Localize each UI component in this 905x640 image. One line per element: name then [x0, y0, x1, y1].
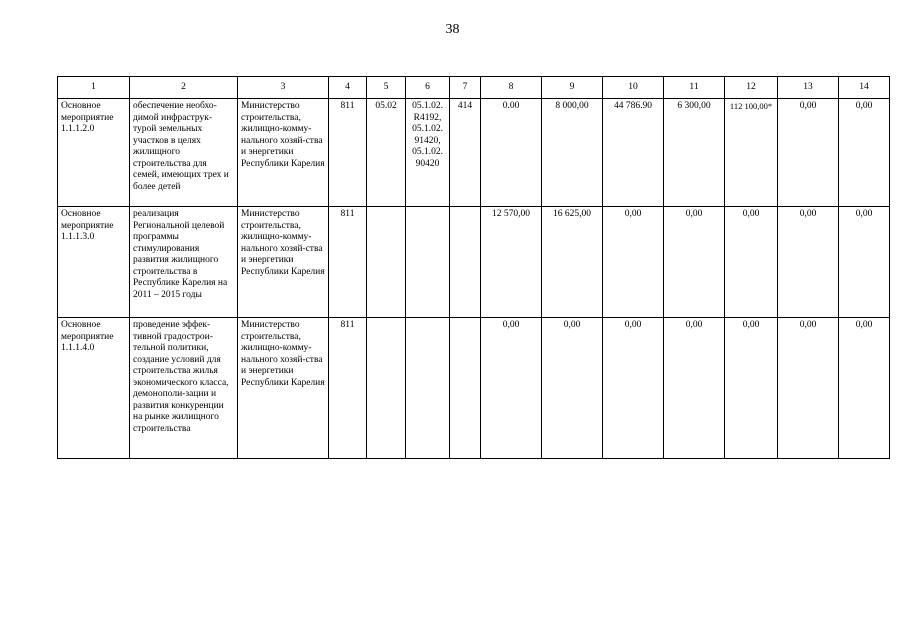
activity-description: проведение эффек-тивной градострои-тельной политики, создание условий для строительства жилья экономического класса, демонополи-зации и развития конкуренции на рынке жилищного строительства: [130, 318, 238, 459]
cell-col10: 0,00: [603, 318, 664, 459]
cell-col12: 112 100,00*: [725, 99, 778, 207]
responsible-body: Министерство строительства, жилищно-комму-нального хозяй-ства и энергетики Республики Карелия: [238, 207, 329, 318]
cell-col14: 0,00: [839, 99, 890, 207]
cell-col14: 0,00: [839, 207, 890, 318]
cell-col6: [406, 207, 450, 318]
activity-code: Основное мероприятие 1.1.1.3.0: [58, 207, 130, 318]
cell-col13: 0,00: [778, 207, 839, 318]
column-header: 12: [725, 77, 778, 99]
table-row: [58, 318, 890, 459]
activity-code: Основное мероприятие 1.1.1.2.0: [58, 99, 130, 207]
cell-col6: [406, 318, 450, 459]
column-header: 1: [58, 77, 130, 99]
cell-col8: 12 570,00: [481, 207, 542, 318]
cell-col5: [367, 318, 406, 459]
column-header: 10: [603, 77, 664, 99]
cell-col11: 0,00: [664, 318, 725, 459]
header-row: [58, 77, 890, 99]
cell-col5: [367, 207, 406, 318]
cell-col12: 0,00: [725, 318, 778, 459]
responsible-body: Министерство строительства, жилищно-комму-нального хозяй-ства и энергетики Республики Карелия: [238, 99, 329, 207]
cell-col9: 8 000,00: [542, 99, 603, 207]
cell-col9: 16 625,00: [542, 207, 603, 318]
cell-col8: 0,00: [481, 318, 542, 459]
cell-col4: 811: [329, 318, 367, 459]
column-header: 6: [406, 77, 450, 99]
page-number: 38: [445, 22, 460, 37]
cell-col13: 0,00: [778, 99, 839, 207]
cell-col5: 05.02: [367, 99, 406, 207]
cell-col7: 414: [450, 99, 481, 207]
column-header: 11: [664, 77, 725, 99]
cell-col9: 0,00: [542, 318, 603, 459]
responsible-body: Министерство строительства, жилищно-комму-нального хозяй-ства и энергетики Республики Карелия: [238, 318, 329, 459]
table-row: [58, 207, 890, 318]
activity-description: реализация Региональной целевой программы стимулирования развития жилищного строительства в Республике Карелия на 2011 – 2015 годы: [130, 207, 238, 318]
budget-table: [57, 76, 890, 459]
table-row: [58, 99, 890, 207]
column-header: 9: [542, 77, 603, 99]
cell-col7: [450, 318, 481, 459]
column-header: 7: [450, 77, 481, 99]
column-header: 3: [238, 77, 329, 99]
cell-col7: [450, 207, 481, 318]
cell-col11: 6 300,00: [664, 99, 725, 207]
activity-code: Основное мероприятие 1.1.1.4.0: [58, 318, 130, 459]
column-header: 4: [329, 77, 367, 99]
column-header: 13: [778, 77, 839, 99]
cell-col10: 0,00: [603, 207, 664, 318]
cell-col14: 0,00: [839, 318, 890, 459]
cell-col8: 0.00: [481, 99, 542, 207]
activity-description: обеспечение необхо-димой инфраструк-турой земельных участков в целях жилищного строительства для семей, имеющих трех и более детей: [130, 99, 238, 207]
cell-col4: 811: [329, 99, 367, 207]
column-header: 8: [481, 77, 542, 99]
column-header: 2: [130, 77, 238, 99]
cell-col11: 0,00: [664, 207, 725, 318]
column-header: 5: [367, 77, 406, 99]
cell-col4: 811: [329, 207, 367, 318]
cell-col10: 44 786.90: [603, 99, 664, 207]
cell-col13: 0,00: [778, 318, 839, 459]
cell-col12: 0,00: [725, 207, 778, 318]
column-header: 14: [839, 77, 890, 99]
cell-col6: 05.1.02. R4192, 05.1.02. 91420, 05.1.02. 90420: [406, 99, 450, 207]
